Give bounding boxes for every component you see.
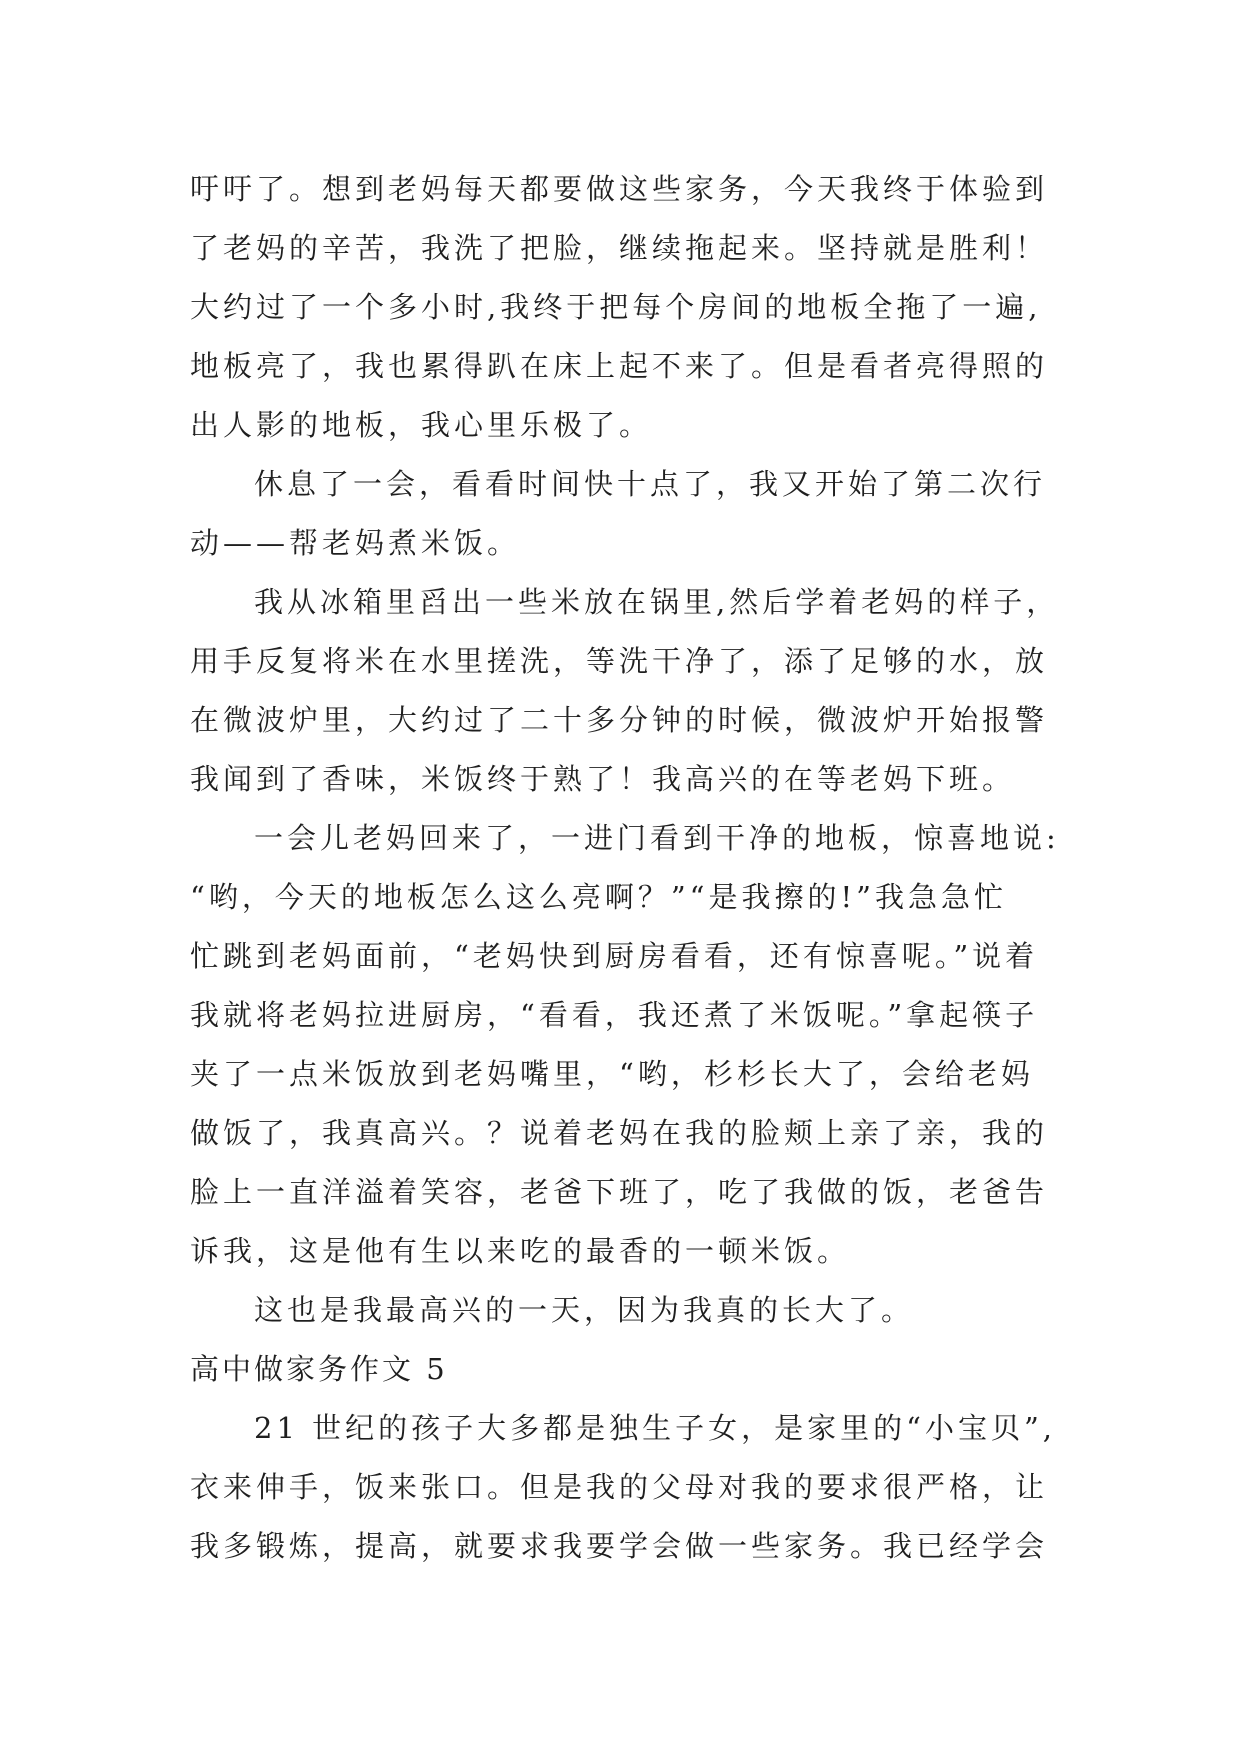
text-line: 21 世纪的孩子大多都是独生子女，是家里的“小宝贝”, xyxy=(254,1411,1056,1445)
text-line: 一会儿老妈回来了，一进门看到干净的地板，惊喜地说: xyxy=(254,821,1060,855)
text-line: 动——帮老妈煮米饭。 xyxy=(190,526,521,560)
text-line: 衣来伸手，饭来张口。但是我的父母对我的要求很严格，让 xyxy=(190,1470,1049,1504)
text-line: 休息了一会，看看时间快十点了，我又开始了第二次行 xyxy=(254,467,1047,501)
text-line: 夹了一点米饭放到老妈嘴里，“哟，杉杉长大了，会给老妈 xyxy=(190,1057,1034,1091)
text-line: 用手反复将米在水里搓洗，等洗干净了，添了足够的水，放 xyxy=(190,644,1049,678)
essay-body xyxy=(190,160,1070,1576)
text-line: 这也是我最高兴的一天，因为我真的长大了。 xyxy=(254,1293,915,1327)
text-line: 我多锻炼，提高，就要求我要学会做一些家务。我已经学会 xyxy=(190,1529,1049,1563)
text-line: 我就将老妈拉进厨房，“看看，我还煮了米饭呢。”拿起筷子 xyxy=(190,998,1039,1032)
text-line: 在微波炉里，大约过了二十多分钟的时候，微波炉开始报警 xyxy=(190,703,1049,737)
text-line: 忙跳到老妈面前，“老妈快到厨房看看，还有惊喜呢。”说着 xyxy=(190,939,1039,973)
text-line: 出人影的地板，我心里乐极了。 xyxy=(190,408,653,442)
text-line: 做饭了，我真高兴。？说着老妈在我的脸颊上亲了亲，我的 xyxy=(190,1116,1049,1150)
text-line: 地板亮了，我也累得趴在床上起不来了。但是看者亮得照的 xyxy=(190,349,1049,383)
text-line: 了老妈的辛苦，我洗了把脸，继续拖起来。坚持就是胜利！ xyxy=(190,231,1049,265)
section-heading: 高中做家务作文 5 xyxy=(190,1352,448,1386)
text-line: 我闻到了香味，米饭终于熟了！我高兴的在等老妈下班。 xyxy=(190,762,1016,796)
text-line: 我从冰箱里舀出一些米放在锅里,然后学着老妈的样子， xyxy=(254,585,1060,619)
text-line: 诉我，这是他有生以来吃的最香的一顿米饭。 xyxy=(190,1234,851,1268)
text-line: 脸上一直洋溢着笑容，老爸下班了，吃了我做的饭，老爸告 xyxy=(190,1175,1049,1209)
text-line: 大约过了一个多小时,我终于把每个房间的地板全拖了一遍, xyxy=(190,290,1042,324)
text-line: “哟，今天的地板怎么这么亮啊？”“是我擦的!”我急急忙 xyxy=(190,880,1007,914)
text-line: 吁吁了。想到老妈每天都要做这些家务，今天我终于体验到 xyxy=(190,172,1049,206)
